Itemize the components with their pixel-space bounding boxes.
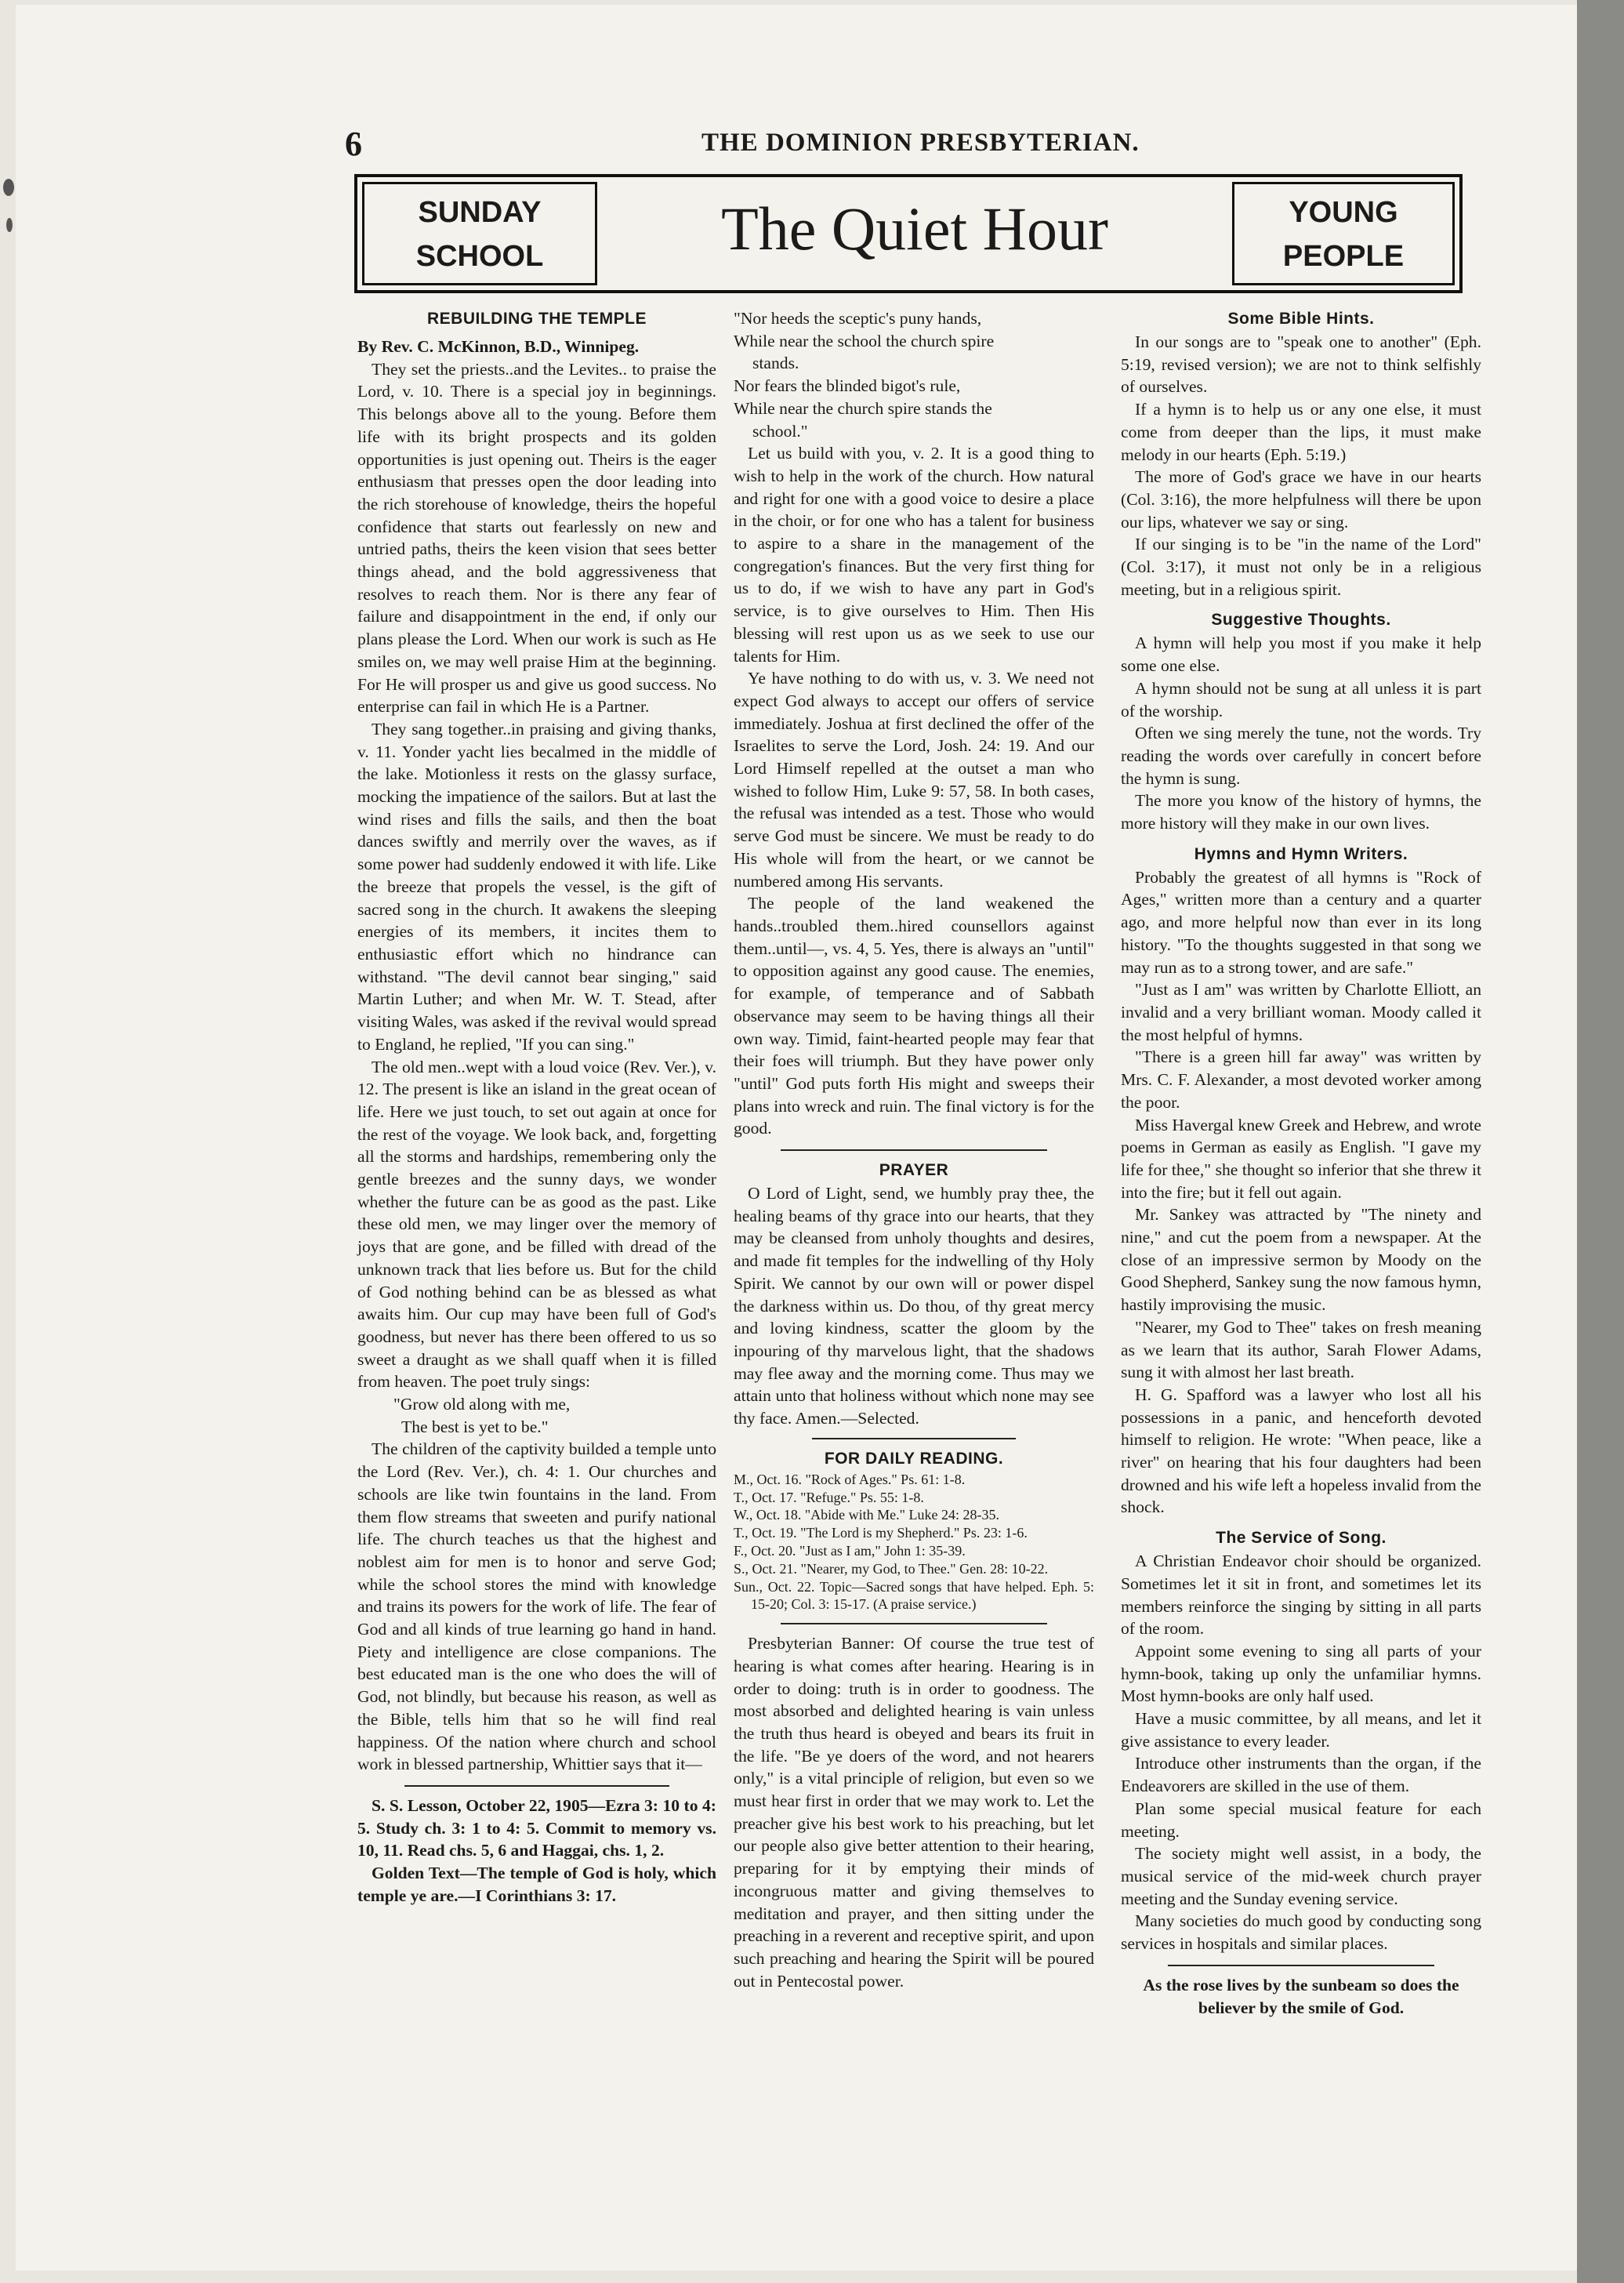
poem-line: "Grow old along with me, (393, 1395, 571, 1414)
reading-item: W., Oct. 18. "Abide with Me." Luke 24: 28-35. (734, 1507, 999, 1523)
service-of-song-heading: The Service of Song. (1216, 1529, 1387, 1548)
daily-reading-heading: FOR DAILY READING. (824, 1449, 1004, 1468)
verse-line: school." (752, 421, 808, 441)
reading-item: Sun., Oct. 22. Topic—Sacred songs that have helped. Eph. 5: 15-20; Col. 3: 15-17. (A praise service.) (734, 1578, 1094, 1613)
prayer-heading: PRAYER (879, 1161, 949, 1180)
page-number: 6 (345, 125, 362, 163)
paragraph: Often we sing merely the tune, not the words. Try reading the words over carefully in concert before the hymn is sung. (1121, 724, 1481, 788)
paragraph: If a hymn is to help us or any one else, it must come from deeper than the lips, it must make melody in our hearts (Eph. 5:19.) (1121, 400, 1481, 464)
paragraph: "Nearer, my God to Thee" takes on fresh meaning as we learn that its author, Sarah Flower Adams, sung it with almost her last breath. (1121, 1317, 1481, 1382)
divider (404, 1785, 669, 1787)
paragraph: The society might well assist, in a body, the musical service of the mid-week church prayer meeting and the Sunday evening service. (1121, 1844, 1481, 1908)
paragraph: Have a music committee, by all means, and let it give assistance to every leader. (1121, 1709, 1481, 1751)
reading-item: M., Oct. 16. "Rock of Ages." Ps. 61: 1-8. (734, 1471, 966, 1487)
paragraph: Introduce other instruments than the organ, if the Endeavorers are skilled in the use of them. (1121, 1754, 1481, 1796)
banner-left-line2: SCHOOL (415, 240, 544, 273)
banner-left-line1: SUNDAY (418, 196, 542, 229)
banner-title: The Quiet Hour (721, 194, 1108, 263)
paragraph: "Just as I am" was written by Charlotte Elliott, an invalid and a very brilliant woman. Moody called it the most helpful of hymns. (1121, 980, 1481, 1044)
paragraph: The more of God's grace we have in our hearts (Col. 3:16), the more helpfulness will there be upon our lips, whatever we say or sing. (1121, 467, 1481, 532)
divider (781, 1623, 1047, 1624)
bible-hints-heading: Some Bible Hints. (1227, 310, 1375, 328)
section-banner (354, 174, 1463, 293)
reading-item: T., Oct. 19. "The Lord is my Shepherd." Ps. 23: 1-6. (734, 1525, 1028, 1541)
closing-motto: As the rose lives by the sunbeam so does the believer by the smile of God. (1143, 1975, 1459, 2017)
paragraph: Appoint some evening to sing all parts of your hymn-book, taking up only the unfamiliar hymns. Most hymn-books are only half used. (1121, 1641, 1481, 1706)
paragraph: A Christian Endeavor choir should be organized. Sometimes let it sit in front, and sometimes let its members reinforce the singing by sitting in all parts of the room. (1121, 1552, 1481, 1639)
scan-margin (1577, 0, 1624, 2283)
article-heading: REBUILDING THE TEMPLE (426, 310, 647, 328)
column-1 (357, 307, 716, 1907)
verse-line: While near the church spire stands the (734, 398, 992, 418)
poem-quote (357, 1393, 716, 1438)
masthead (345, 124, 1552, 165)
paragraph: "There is a green hill far away" was written by Mrs. C. F. Alexander, a most devoted worker among the poor. (1121, 1047, 1481, 1112)
publication-title: THE DOMINION PRESBYTERIAN. (701, 129, 1140, 157)
byline: By Rev. C. McKinnon, B.D., Winnipeg. (357, 337, 640, 356)
verse-line: Nor fears the blinded bigot's rule, (734, 376, 961, 396)
column-2 (734, 307, 1094, 1992)
banner-right-line1: YOUNG (1289, 196, 1398, 229)
verse-quote (734, 307, 1094, 442)
paragraph: The old men..wept with a loud voice (Rev. Ver.), v. 12. The present is like an island in the great ocean of life. Here we just touch, to set out again at once for the rest of the voyage. We look back, and, forgetting all the storms and hardships, remembering only the gentle breezes and the sunny days, we wonder whether the future can be as good as the past. Like these old men, we may linger over the memory of joys that are gone, and be filled with dread of the unknown track that lies before us. But for the child of God nothing behind can be as blessed as what awaits him. Our cup may have been full of God's goodness, but never has there been offered to us so sweet a draught as we shall quaff when it is filled from heaven. The poet truly sings: (357, 1057, 716, 1392)
banner-right-line2: PEOPLE (1282, 240, 1405, 273)
divider (781, 1149, 1047, 1151)
banner-sunday-school (362, 182, 597, 285)
lesson-reference: S. S. Lesson, October 22, 1905—Ezra 3: 10 to 4: 5. Study ch. 3: 1 to 4: 5. Commit to memory vs. 10, 11. Read chs. 5, 6 and Haggai, chs. 1, 2. (357, 1796, 716, 1860)
hymn-writers-heading: Hymns and Hymn Writers. (1194, 844, 1408, 863)
paragraph: A hymn should not be sung at all unless it is part of the worship. (1121, 678, 1481, 720)
paragraph: If our singing is to be "in the name of the Lord" (Col. 3:17), it must not only be in a religious meeting, but in a religious spirit. (1121, 535, 1481, 599)
verse-line: "Nor heeds the sceptic's puny hands, (734, 309, 982, 328)
scan-blemish (3, 179, 14, 196)
paragraph: Let us build with you, v. 2. It is a good thing to wish to help in the work of the church. How natural and right for one with a good voice to desire a place in the choir, or for one who has a talent for business to aspire to a share in the management of the congregation's finances. But the very first thing for us to do, if we wish to have any part in God's service, is to give ourselves to Him. Then His blessing will rest upon us as we seek to use our talents for Him. (734, 444, 1094, 666)
reading-item: T., Oct. 17. "Refuge." Ps. 55: 1-8. (734, 1489, 924, 1505)
reading-item: F., Oct. 20. "Just as I am," John 1: 35-39. (734, 1542, 966, 1559)
banner-young-people (1232, 182, 1455, 285)
paragraph: Probably the greatest of all hymns is "Rock of Ages," written more than a century and a quarter ago, and more helpful now than ever in its long history. "To the thoughts suggested in that song we may run as to a strong tower, and are safe." (1121, 867, 1481, 977)
verse-line: stands. (752, 354, 799, 373)
prayer-text: O Lord of Light, send, we humbly pray thee, the healing beams of thy grace into our hearts, that they may be cleansed from unholy thoughts and desires, and made fit temples for the indwelling of thy Holy Spirit. We cannot by our own will or power dispel the darkness within us. Do thou, of thy great mercy and loving kindness, scatter the gloom by the inpouring of thy marvelous light, that the shadows may flee away and the morning come. Thus may we attain unto that holiness without which none may see thy face. Amen.—Selected. (734, 1184, 1094, 1428)
paragraph: Many societies do much good by conducting song services in hospitals and similar places. (1121, 1911, 1481, 1954)
divider (1168, 1965, 1434, 1966)
suggestive-thoughts-heading: Suggestive Thoughts. (1211, 611, 1391, 630)
verse-line: While near the school the church spire (734, 331, 995, 350)
paragraph: In our songs are to "speak one to another" (Eph. 5:19, revised version); we are not to think selfishly of ourselves. (1121, 332, 1481, 397)
paragraph: Mr. Sankey was attracted by "The ninety and nine," and cut the poem from a newspaper. At the close of an impressive sermon by Moody on the Good Shepherd, Sankey sung the now famous hymn, hastily improvising the music. (1121, 1205, 1481, 1315)
paragraph: H. G. Spafford was a lawyer who lost all his possessions in a panic, and henceforth devoted himself to religion. He wrote: "When peace, like a river" on hearing that his four daughters had been drowned and his wife left a hopeless invalid from the shock. (1121, 1385, 1481, 1517)
paragraph: A hymn will help you most if you make it help some one else. (1121, 633, 1481, 676)
scan-blemish (6, 218, 13, 232)
paragraph: They sang together..in praising and giving thanks, v. 11. Yonder yacht lies becalmed in the middle of the lake. Motionless it rests on the glassy surface, mocking the impatience of the sailors. But at last the wind rises and fills the sails, and then the boat dances swiftly and merrily over the waves, as if some power had suddenly endowed it with life. Like the breeze that propels the vessel, is the gift of sacred song in the church. It awakens the sleeping energies of its members, it incites them to enthusiastic effort which no hindrance can withstand. "The devil cannot bear singing," said Martin Luther; and when Mr. W. T. Stead, after visiting Wales, was asked if the revival would spread to England, he replied, "If you can sing." (357, 719, 716, 1054)
golden-text: Golden Text—The temple of God is holy, which temple ye are.—I Corinthians 3: 17. (357, 1864, 716, 1905)
paragraph: Plan some special musical feature for each meeting. (1121, 1798, 1481, 1841)
paragraph: They set the priests..and the Levites.. to praise the Lord, v. 10. There is a special joy in beginnings. This belongs above all to the young. Before them life with its bright prospects and its golden opportunities is just opening out. Theirs is the eager enthusiasm that presses open the door leading into the rich storehouse of knowledge, theirs the hopeful confidence that starts out fearlessly on new and untried paths, theirs the keen vision that sees better things ahead, and the bold aggressiveness that resolves to reach them. Nor is there any fear of failure and disappointment in the end, if only our plans please the Lord. When our work is such as He smiles on, we may well praise Him at the beginning. For He will prosper us and give us good success. No enterprise can fail in which He is a Partner. (357, 359, 716, 717)
banner-quote: Presbyterian Banner: Of course the true test of hearing is what comes after hearing. Hearing is in order to doing: truth is in order to goodness. The most absorbed and delighted hearing is vain unless the truth thus heard is obeyed and bears its fruit in the life. "Be ye doers of the word, and not hearers only," is a vital principle of religion, but even so we must hear first in order that we may work to. Let the preacher give his best work to his preaching, but let our people also give better attention to their hearing, preparing for it by emptying their minds of incongruous matter and giving themselves to meditation and prayer, and then sitting under the preaching in a reverent and receptive spirit, and upon such preaching and hearing the Spirit will be poured out in Pentecostal power. (734, 1634, 1094, 1991)
paragraph: The children of the captivity builded a temple unto the Lord (Rev. Ver.), ch. 4: 1. Our churches and schools are like twin fountains in the land. From them flow streams that sweeten and purify national life. The church teaches us that the highest and noblest aim for men is to honor and serve God; while the school stores the mind with knowledge and trains its powers for the work of life. The fear of God and all kinds of true learning go hand in hand. Piety and intelligence are close companions. The best educated man is the one who does the will of God, not blindly, but because his reason, as well as the Bible, tells him that so he will find real happiness. Of the nation where church and school work in blessed partnership, Whittier says that it— (357, 1439, 716, 1774)
paragraph: The people of the land weakened the hands..troubled them..hired counsellors against them..until—, vs. 4, 5. Yes, there is always an "until" to opposition against any good cause. The enemies, for example, of temperance and of Sabbath observance may seem to be having things all their own way. Timid, faint-hearted people may fear that their foes will triumph. But they have power only "until" God puts forth His might and sweeps their plans into wreck and ruin. The final victory is for the good. (734, 894, 1094, 1138)
paragraph: The more you know of the history of hymns, the more history will they make in our own lives. (1121, 791, 1481, 833)
paragraph: Ye have nothing to do with us, v. 3. We need not expect God always to accept our offers of service immediately. Joshua at first declined the offer of the Israelites to serve the Lord, Josh. 24: 19. And our Lord Himself repelled at the outset a man who wished to follow Him, Luke 9: 57, 58. In both cases, the refusal was intended as a test. Those who would serve God must be sincere. We must be ready to do His whole will from the heart, or we cannot be numbered among His servants. (734, 669, 1094, 891)
paragraph: Miss Havergal knew Greek and Hebrew, and wrote poems in German as easily as English. "I gave my life for thee," she thought so inferior that she threw it into the fire; but it fell out again. (1121, 1115, 1481, 1202)
reading-item: S., Oct. 21. "Nearer, my God, to Thee." Gen. 28: 10-22. (734, 1560, 1049, 1577)
divider (812, 1438, 1016, 1439)
poem-line: The best is yet to be." (401, 1417, 549, 1436)
column-3 (1121, 307, 1481, 2020)
